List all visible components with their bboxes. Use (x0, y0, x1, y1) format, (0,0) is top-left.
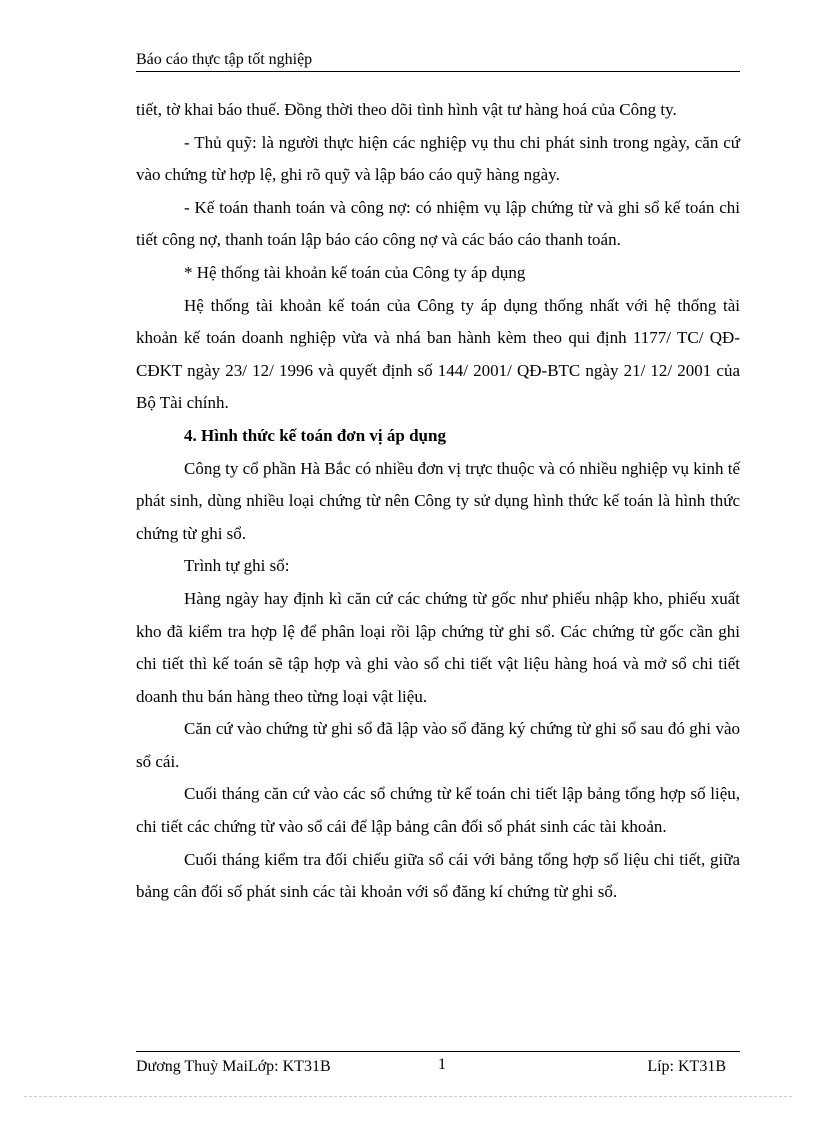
page-number: 1 (438, 1056, 446, 1073)
header-title: Báo cáo thực tập tốt nghiệp (136, 51, 313, 68)
paragraph-he-thong-heading: * Hệ thống tài khoản kế toán của Công ty áp dụng (184, 262, 526, 282)
page-footer (136, 1054, 740, 1078)
footer-class: Líp: KT31B (647, 1058, 726, 1075)
paragraph-continuation: tiết, tờ khai báo thuế. Đồng thời theo dõi tình hình vật tư hàng hoá của Công ty. (136, 100, 677, 119)
paragraph-hang-ngay: Hàng ngày hay định kì căn cứ các chứng từ gốc như phiếu nhập kho, phiếu xuất kho đã kiểm tra hợp lệ để phân loại rồi lập chứng từ ghi sổ. Các chứng từ gốc cần ghi chi tiết thì kế toán sẽ tập hợp và ghi vào sổ chi tiết vật liệu hàng hoá và mở sổ chi tiết doanh thu bán hàng theo từng loại vật liệu. (136, 588, 740, 706)
paragraph-cuoi-thang-1: Cuối tháng căn cứ vào các sổ chứng từ kế toán chi tiết lập bảng tổng hợp số liệu, chi tiết các chứng từ vào sổ cái để lập bảng cân đối số phát sinh các tài khoản. (136, 784, 740, 837)
section-heading-hinh-thuc: 4. Hình thức kế toán đơn vị áp dụng (184, 425, 446, 445)
paragraph-thu-quy: - Thủ quỹ: là người thực hiện các nghiệp vụ thu chi phát sinh trong ngày, căn cứ vào chứng từ hợp lệ, ghi rõ quỹ và lập báo cáo quỹ hàng ngày. (136, 132, 740, 185)
document-body (136, 94, 740, 909)
page-bottom-dashed-line (24, 1096, 792, 1097)
paragraph-ke-toan-thanh-toan: - Kế toán thanh toán và công nợ: có nhiệm vụ lập chứng từ và ghi sổ kế toán chi tiết công nợ, thanh toán lập báo cáo công nợ và các báo cáo thanh toán. (136, 197, 740, 250)
page-header (136, 50, 740, 72)
paragraph-trinh-tu: Trình tự ghi sổ: (184, 556, 290, 576)
paragraph-cuoi-thang-2: Cuối tháng kiểm tra đối chiếu giữa sổ cái với bảng tổng hợp số liệu chi tiết, giữa bảng cân đối số phát sinh các tài khoản với sổ đăng kí chứng từ ghi sổ. (136, 849, 740, 902)
paragraph-cong-ty: Công ty cổ phần Hà Bắc có nhiều đơn vị trực thuộc và có nhiều nghiệp vụ kinh tế phát sinh, dùng nhiều loại chứng từ nên Công ty sử dụng hình thức kế toán là hình thức chứng từ ghi sổ. (136, 458, 740, 543)
paragraph-can-cu: Căn cứ vào chứng từ ghi sổ đã lập vào sổ đăng ký chứng từ ghi sổ sau đó ghi vào sổ cái. (136, 719, 740, 771)
footer-divider (136, 1051, 740, 1052)
paragraph-he-thong-tai-khoan: Hệ thống tài khoản kế toán của Công ty áp dụng thống nhất với hệ thống tài khoản kế toán doanh nghiệp vừa và nhá ban hành kèm theo qui định 1177/ TC/ QĐ-CĐKT ngày 23/ 12/ 1996 và quyết định số 144/ 2001/ QĐ-BTC ngày 21/ 12/ 2001 của Bộ Tài chính. (136, 295, 740, 413)
footer-author: Dương Thuỳ MaiLớp: KT31B (136, 1058, 331, 1075)
